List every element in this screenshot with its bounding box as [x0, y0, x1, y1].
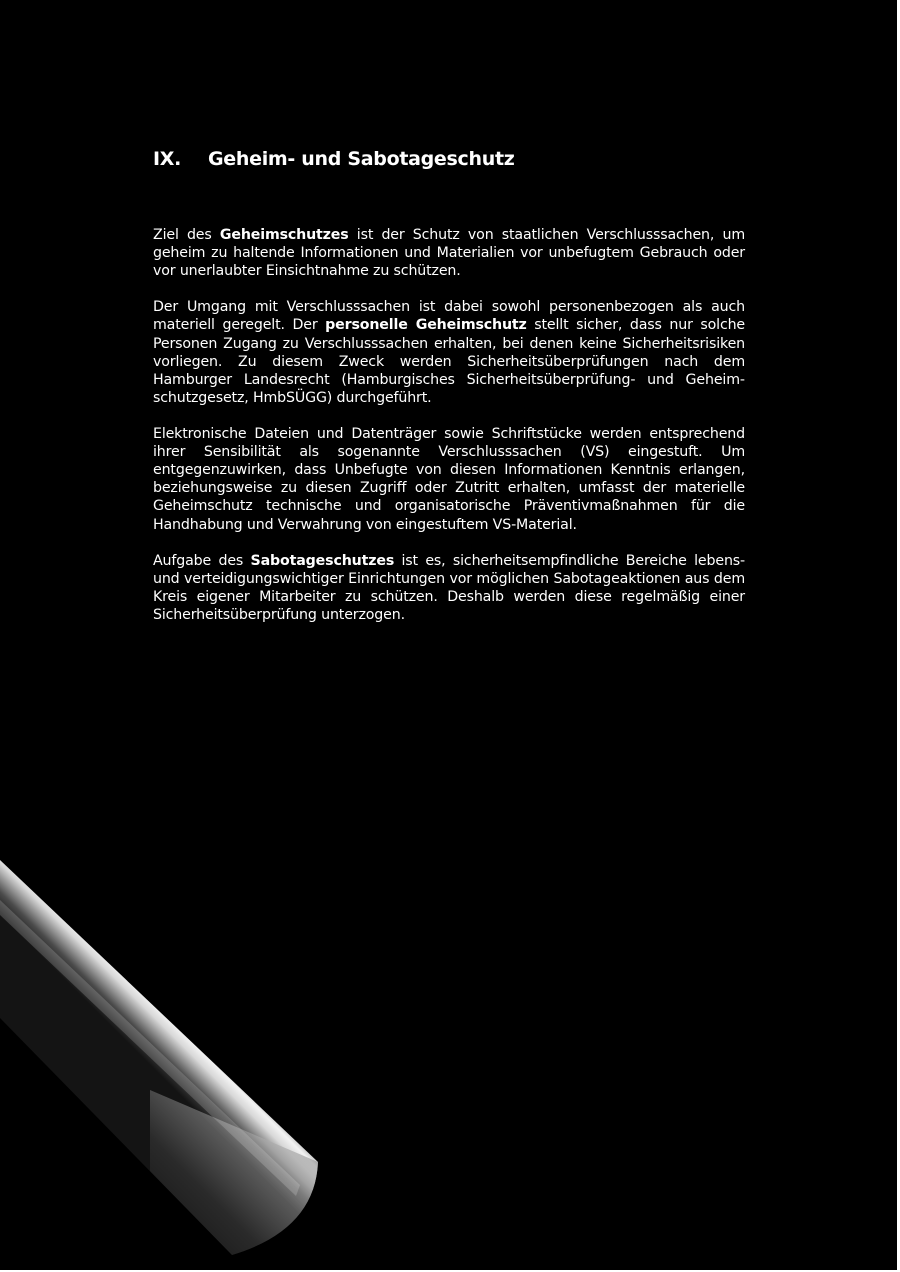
paragraph-text: ist der Schutz von staatlichen Verschlusssachen, um geheim zu haltende Informationen und Materialien vor unbefugtem Gebrauch oder vor unerlaubter Einsichtnahme zu schützen.	[153, 227, 745, 280]
paragraph	[153, 226, 745, 280]
paragraph-text: Aufgabe des	[153, 552, 251, 569]
paragraph-text: stellt sicher, dass nur solche Personen Zugang zu Verschlusssachen erhalten, bei denen keine Sicherheitsrisiken vorliegen. Zu diesem Zweck werden Sicherheitsüberprüfungen nach dem Hamburger Landesrecht (Hamburgisches Sicherheitsüberprüfung- und Geheimschutzgesetz, HmbSÜGG) durchgeführt.	[153, 317, 746, 406]
paragraph-text: Ziel des	[153, 227, 220, 243]
bold-term: Sabotageschutzes	[250, 552, 395, 569]
paragraph	[153, 298, 745, 407]
paragraph	[153, 552, 745, 624]
paragraph	[153, 425, 745, 534]
paragraph-text: Der Umgang mit Verschlusssachen ist dabei sowohl personenbezogen als auch materiell geregelt. Der	[153, 299, 745, 334]
bold-term: Geheimschutzes	[219, 227, 349, 243]
section-heading	[153, 148, 515, 170]
body-text	[153, 226, 745, 642]
paragraph-text: ist es, sicherheitsempfindliche Bereiche lebens- und verteidigungswichtiger Einrichtungen vor möglichen Sabotageaktionen aus dem Kreis eigener Mitarbeiter zu schützen. Deshalb werden diese regelmäßig einer Sicherheitsüberprüfung unterzogen.	[153, 552, 745, 623]
bold-term: personelle Geheimschutz	[325, 317, 527, 334]
section-title: Geheim- und Sabotageschutz	[208, 148, 515, 170]
section-number: IX.	[153, 148, 182, 170]
paragraph-text: Elektronische Dateien und Datenträger sowie Schriftstücke werden entsprechend ihrer Sensibilität als sogenannte Verschlusssachen (VS) eingestuft. Um entgegenzuwirken, dass Unbefugte von diesen Informationen Kenntnis erlangen, beziehungsweise zu diesen Zugriff oder Zutritt erhalten, umfasst der materielle Geheimschutz technische und organisatorische Präventivmaßnahmen für die Handhabung und Verwahrung von eingestuftem VS-Material.	[153, 426, 745, 533]
